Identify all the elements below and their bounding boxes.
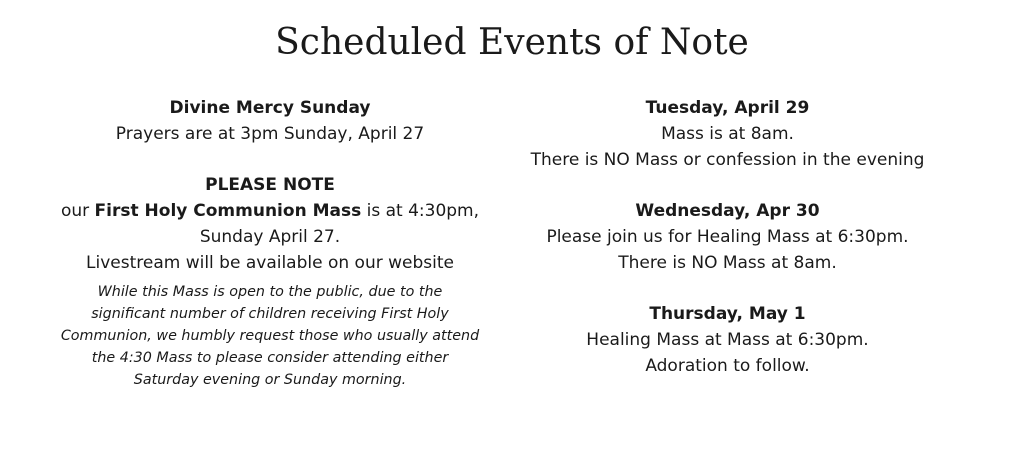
communion-pre: our	[60, 201, 95, 222]
please-note-block	[55, 173, 485, 276]
communion-post: is at 4:30pm, Sunday April 27.	[199, 201, 480, 247]
tuesday-block	[500, 96, 955, 173]
divine-mercy-line: Prayers are at 3pm Sunday, April 27	[115, 123, 425, 144]
livestream-line: Livestream will be available on our website	[86, 252, 454, 273]
thursday-block	[500, 302, 955, 379]
page-title: Scheduled Events of Note	[275, 22, 749, 63]
wednesday-line-1: Please join us for Healing Mass at 6:30pm.	[546, 226, 909, 247]
wednesday-block	[500, 199, 955, 276]
wednesday-line-2: There is NO Mass at 8am.	[618, 252, 837, 273]
divine-mercy-block	[55, 96, 485, 148]
tuesday-line-2: There is NO Mass or confession in the evening	[530, 149, 925, 170]
tuesday-line-1: Mass is at 8am.	[661, 123, 794, 144]
divine-mercy-heading: Divine Mercy Sunday	[169, 98, 371, 118]
communion-line	[55, 199, 485, 251]
tuesday-heading: Tuesday, April 29	[645, 98, 810, 118]
communion-mass-name: First Holy Communion Mass	[94, 201, 362, 222]
left-column	[55, 96, 485, 405]
please-note-heading: PLEASE NOTE	[205, 175, 335, 196]
thursday-heading: Thursday, May 1	[649, 304, 806, 325]
thursday-line-1: Healing Mass at Mass at 6:30pm.	[586, 330, 869, 351]
wednesday-heading: Wednesday, Apr 30	[635, 201, 820, 222]
right-column	[500, 96, 955, 406]
public-notice: While this Mass is open to the public, due to the significant number of children receiving First Holy Communion, we humbly request those who usually attend the 4:30 Mass to please consider attending either Saturday evening or Sunday morning.	[60, 283, 480, 388]
thursday-line-2: Adoration to follow.	[645, 355, 810, 376]
